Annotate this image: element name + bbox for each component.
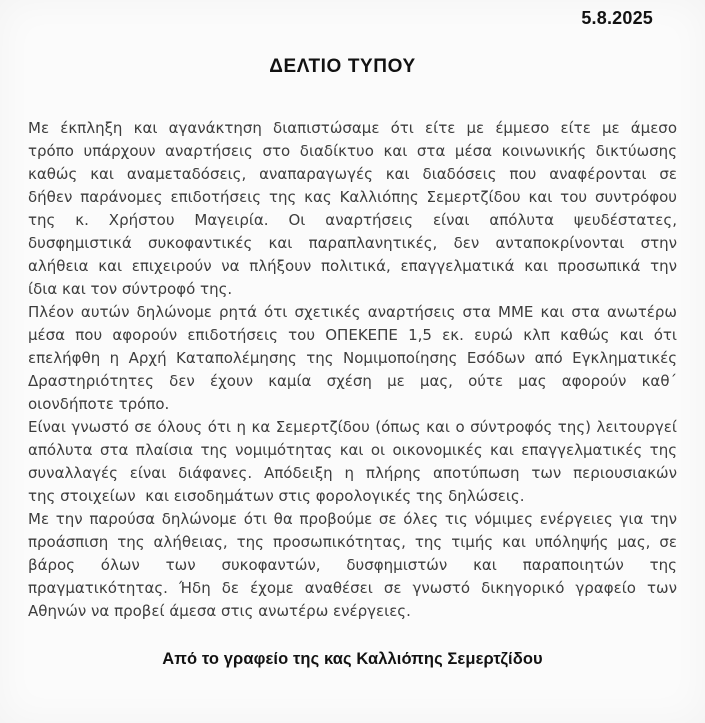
body-line: μέσα που αφορούν επιδοτήσεις του ΟΠΕΚΕΠΕ 1,5 εκ. ευρώ κλπ καθώς και ότι [28, 326, 677, 344]
body-line: Δραστηριότητες δεν έχουν καμία σχέση με μας, ούτε μας αφορούν καθ΄ [28, 372, 677, 390]
body-line: επελήφθη η Αρχή Καταπολέμησης της Νομιμοποίησης Εσόδων από Εγκληματικές [28, 349, 677, 367]
paragraph [28, 117, 677, 301]
body-line: της στοιχείων και εισοδημάτων στις φορολογικές της δηλώσεις. [28, 487, 525, 505]
document-body [28, 117, 677, 623]
paragraph [28, 301, 677, 416]
body-line: της κ. Χρήστου Μαγειρία. Οι αναρτήσεις είναι απόλυτα ψευδέστατες, [28, 211, 677, 229]
body-line: Είναι γνωστό σε όλους ότι η κα Σεμερτζίδου (όπως και ο σύντροφός της) λειτουργεί [28, 418, 677, 436]
document-date: 5.8.2025 [581, 8, 653, 28]
body-line: Αθηνών να προβεί άμεσα στις ανωτέρω ενέργειες. [28, 602, 411, 620]
body-line: ίδια και τον σύντροφό της. [28, 280, 233, 298]
footer-byline: Από το γραφείο της κας Καλλιόπης Σεμερτζίδου [162, 650, 543, 668]
body-line: δήθεν παράνομες επιδοτήσεις της κας Καλλιόπης Σεμερτζίδου και του συντρόφου [28, 188, 677, 206]
body-line: απόλυτα στα πλαίσια της νομιμότητας και οι οικονομικές και επαγγελματικές της [28, 441, 677, 459]
body-line: οιονδήποτε τρόπο. [28, 395, 170, 413]
body-line: Με έκπληξη και αγανάκτηση διαπιστώσαμε ότι είτε με έμμεσο είτε με άμεσο [28, 119, 677, 137]
paragraph [28, 508, 677, 623]
body-line: τρόπο υπάρχουν αναρτήσεις στο διαδίκτυο και στα μέσα κοινωνικής δικτύωσης [28, 142, 677, 160]
page-title: ΔΕΛΤΙΟ ΤΥΠΟΥ [269, 56, 416, 77]
body-line: Με την παρούσα δηλώνομε ότι θα προβούμε σε όλες τις νόμιμες ενέργειες για την [28, 510, 677, 528]
body-line: αλήθεια και επιχειρούν να πλήξουν πολιτικά, επαγγελματικά και προσωπικά την [28, 257, 677, 275]
body-line: πραγματικότητας. Ήδη δε έχομε αναθέσει σε γνωστό δικηγορικό γραφείο των [28, 579, 677, 597]
body-line: δυσφημιστικά συκοφαντικές και παραπλανητικές, δεν ανταποκρίνονται στην [28, 234, 677, 252]
paragraph [28, 416, 677, 508]
body-line: Πλέον αυτών δηλώνομε ρητά ότι σχετικές αναρτήσεις στα ΜΜΕ και στα ανωτέρω [28, 303, 677, 321]
body-line: προάσπιση της αλήθειας, της προσωπικότητας, της τιμής και υπόληψής μας, σε [28, 533, 677, 551]
body-line: καθώς και αναμεταδόσεις, αναπαραγωγές και διαδόσεις που αναφέρονται σε [28, 165, 677, 183]
body-line: συναλλαγές είναι διάφανες. Απόδειξη η πλήρης αποτύπωση των περιουσιακών [28, 464, 677, 482]
body-line: βάρος όλων των συκοφαντών, δυσφημιστών και παραποιητών της [28, 556, 677, 574]
